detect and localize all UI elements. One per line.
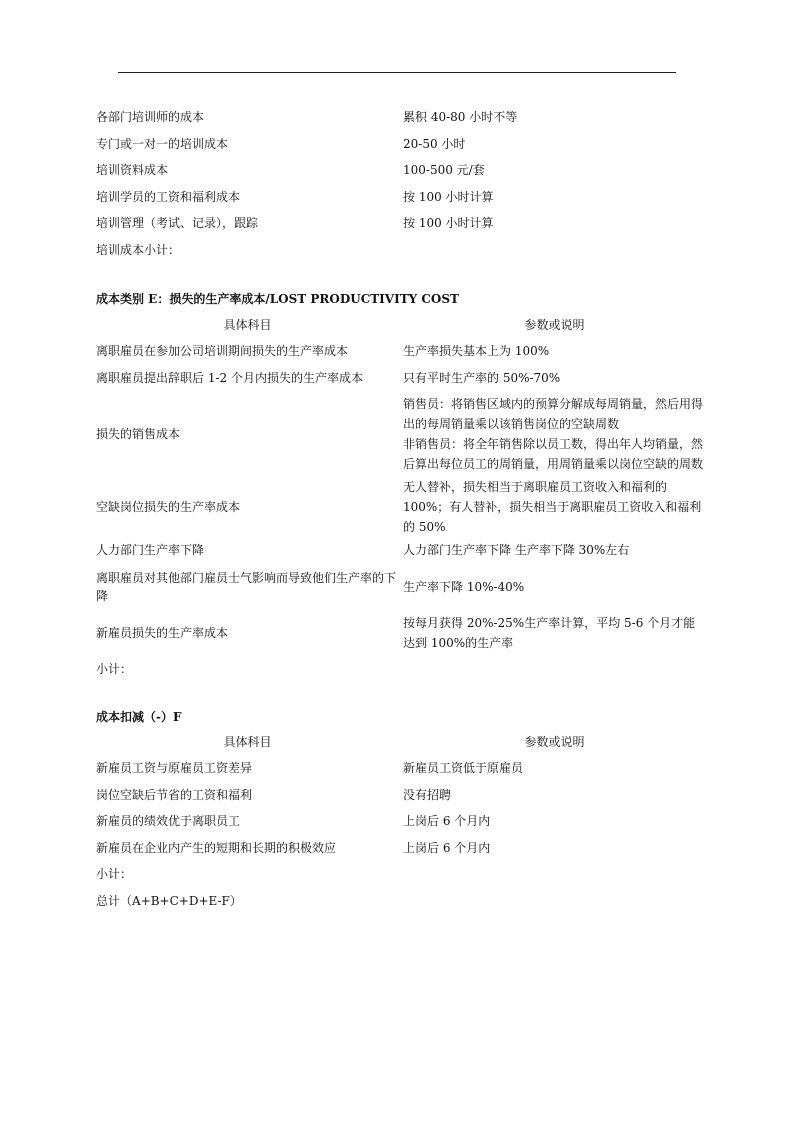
item-cell: 损失的销售成本 — [96, 427, 181, 441]
table-row — [96, 610, 706, 656]
note-cell: 上岗后 6 个月内 — [403, 840, 491, 855]
column-header-item: 具体科目 — [223, 735, 272, 749]
note-cell: 20-50 小时 — [403, 136, 466, 151]
table-row — [96, 755, 706, 782]
note-cell: 生产率下降 10%-40% — [403, 579, 525, 594]
table-row — [96, 157, 706, 184]
note-cell: 销售员：将销售区域内的预算分解成每周销量，然后用得出的每周销量乘以该销售岗位的空缺周数 非销售员：将全年销售除以员工数，得出年人均销量，然后算出每位员工的周销量，用周销量乘以岗位空缺的周数 — [403, 397, 704, 471]
note-cell: 没有招聘 — [403, 787, 452, 802]
note-cell: 只有平时生产率的 50%-70% — [403, 370, 561, 385]
table-row — [96, 391, 706, 477]
item-cell: 人力部门生产率下降 — [96, 543, 205, 558]
column-header-note: 参数或说明 — [524, 318, 585, 332]
table-row — [96, 835, 706, 862]
note-cell: 按 100 小时计算 — [403, 216, 494, 231]
note-cell: 生产率损失基本上为 100% — [403, 344, 550, 359]
table-row — [96, 782, 706, 809]
subtotal-row — [96, 237, 706, 264]
table-header — [96, 729, 706, 755]
note-cell: 累积 40-80 小时不等 — [403, 110, 518, 125]
item-cell: 空缺岗位损失的生产率成本 — [96, 500, 241, 514]
subtotal-label: 小计： — [96, 867, 133, 882]
table-row — [96, 131, 706, 158]
item-cell: 岗位空缺后节省的工资和福利 — [96, 787, 253, 802]
item-cell: 培训学员的工资和福利成本 — [96, 189, 241, 204]
section-f-title: 成本扣减（-）F — [96, 710, 182, 724]
item-cell: 新雇员的绩效优于离职员工 — [96, 814, 241, 829]
note-cell: 上岗后 6 个月内 — [403, 814, 491, 829]
table-header — [96, 312, 706, 338]
table-row — [96, 338, 706, 365]
column-header-note: 参数或说明 — [524, 735, 585, 749]
header-rule — [118, 72, 676, 73]
table-row — [96, 537, 706, 564]
table-row — [96, 808, 706, 835]
section-e-title: 成本类别 E：损失的生产率成本/LOST PRODUCTIVITY COST — [96, 292, 459, 306]
note-cell: 无人替补，损失相当于离职雇员工资收入和福利的 100%；有人替补，损失相当于离职雇员工资收入和福利的 50% — [403, 480, 702, 534]
document-body — [96, 104, 706, 914]
item-cell: 培训管理（考试、记录），跟踪 — [96, 216, 259, 231]
note-cell: 人力部门生产率下降 生产率下降 30%左右 — [403, 543, 630, 558]
table-row — [96, 365, 706, 392]
subtotal-row — [96, 861, 706, 888]
table-row — [96, 477, 706, 537]
subtotal-row — [96, 656, 706, 683]
note-cell: 新雇员工资低于原雇员 — [403, 761, 524, 776]
table-row — [96, 104, 706, 131]
item-cell: 培训资料成本 — [96, 163, 169, 178]
item-cell: 离职雇员提出辞职后 1-2 个月内损失的生产率成本 — [96, 370, 363, 385]
item-cell: 离职雇员对其他部门雇员士气影响而导致他们生产率的下降 — [96, 570, 397, 603]
subtotal-label: 小计： — [96, 661, 133, 676]
item-cell: 专门或一对一的培训成本 — [96, 136, 229, 151]
column-header-item: 具体科目 — [223, 318, 272, 332]
item-cell: 各部门培训师的成本 — [96, 110, 205, 125]
note-cell: 按每月获得 20%-25%生产率计算，平均 5-6 个月才能达到 100%的生产率 — [403, 615, 696, 650]
total-row — [96, 888, 706, 915]
table-row — [96, 564, 706, 610]
note-cell: 100-500 元/套 — [403, 163, 485, 178]
item-cell: 新雇员工资与原雇员工资差异 — [96, 761, 253, 776]
subtotal-label: 培训成本小计： — [96, 242, 181, 257]
note-cell: 按 100 小时计算 — [403, 189, 494, 204]
table-row — [96, 184, 706, 211]
table-row — [96, 210, 706, 237]
item-cell: 新雇员损失的生产率成本 — [96, 625, 229, 640]
item-cell: 新雇员在企业内产生的短期和长期的积极效应 — [96, 840, 337, 855]
total-label: 总计（A+B+C+D+E-F） — [96, 893, 242, 908]
item-cell: 离职雇员在参加公司培训期间损失的生产率成本 — [96, 344, 349, 359]
